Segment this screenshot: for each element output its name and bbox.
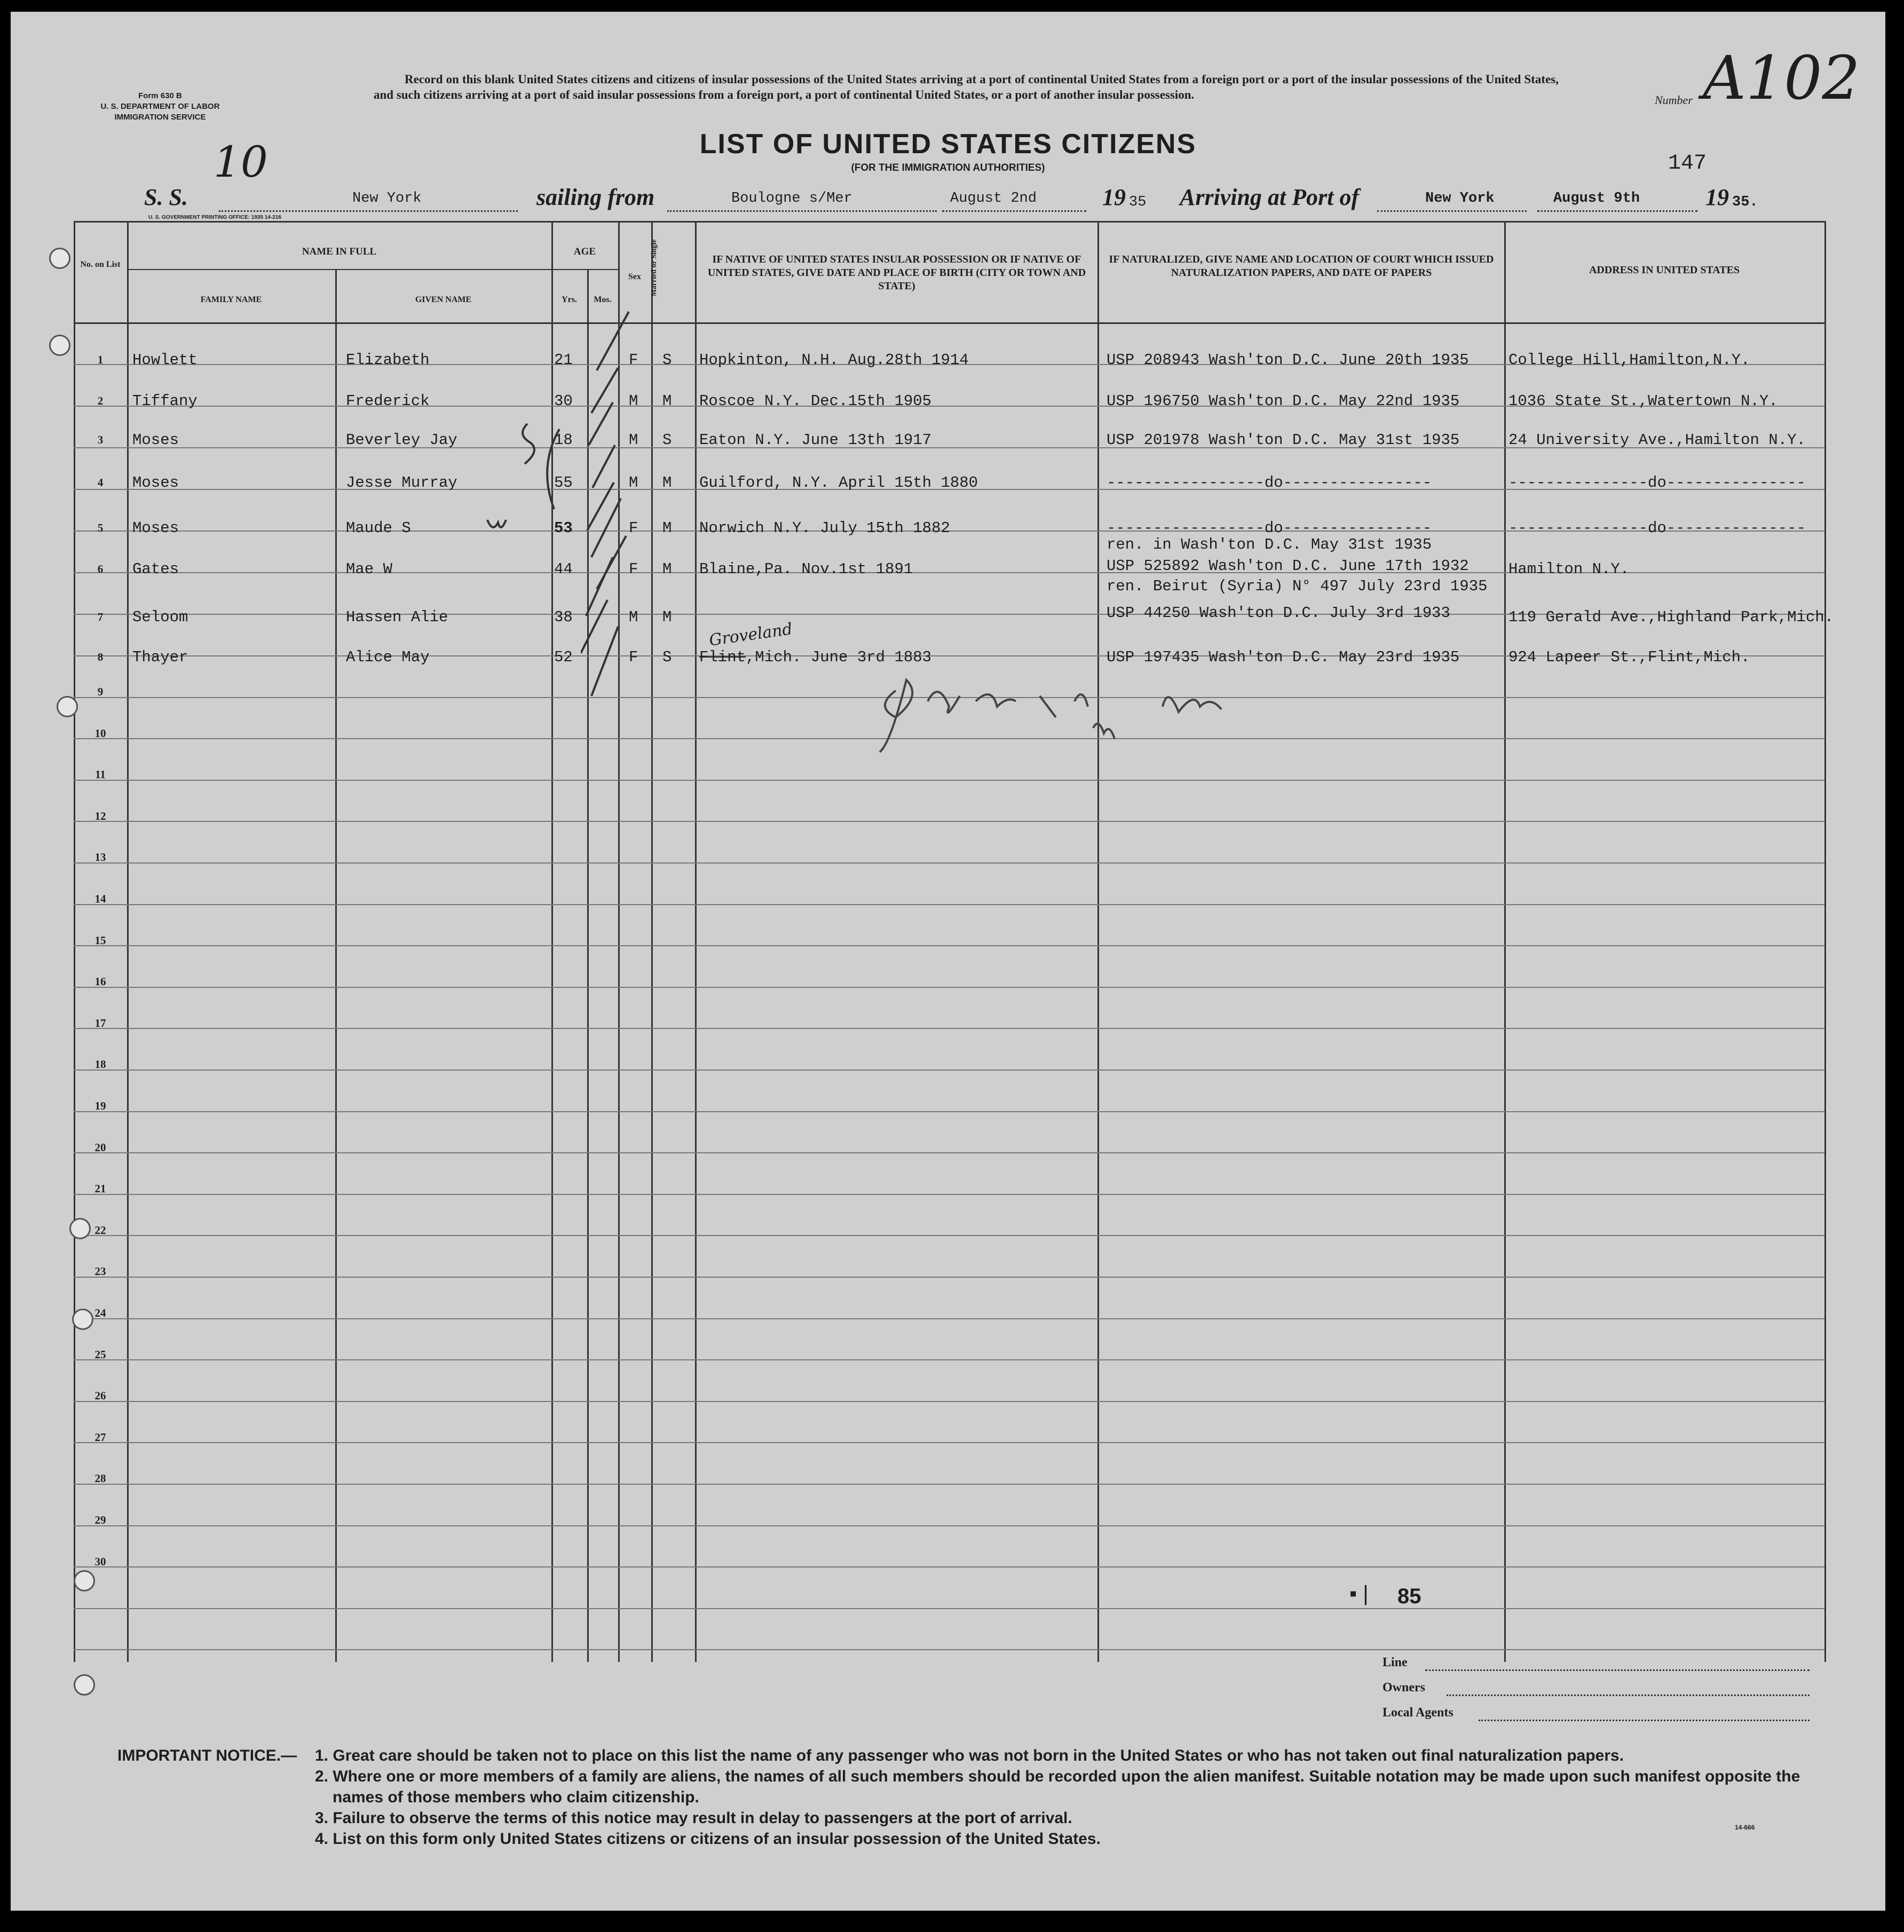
- notice-item: 3. Failure to observe the terms of this notice may result in delay to passengers at the port of arrival.: [315, 1809, 1072, 1827]
- marital-status: S: [662, 431, 672, 449]
- sex: M: [629, 431, 638, 449]
- family-name: Gates: [132, 560, 179, 578]
- binder-hole: [74, 1674, 95, 1696]
- age-years: 55: [554, 474, 573, 492]
- birth-info: Blaine,Pa. Nov.1st 1891: [699, 560, 913, 578]
- header-address: ADDRESS IN UNITED STATES: [1589, 264, 1740, 276]
- row-rule: [74, 1566, 1824, 1567]
- form-code: 14-666: [1735, 1824, 1755, 1831]
- header-mos: Mos.: [594, 295, 612, 304]
- ship-name: New York: [352, 191, 422, 207]
- family-name: Tiffany: [132, 392, 197, 410]
- binder-hole: [49, 248, 70, 269]
- marital-status: M: [662, 608, 672, 626]
- table-row: [74, 517, 1824, 537]
- marital-status: M: [662, 392, 672, 410]
- year-prefix: 19: [1102, 184, 1126, 210]
- birth-info: Roscoe N.Y. Dec.15th 1905: [699, 392, 932, 410]
- header-naturalized: IF NATURALIZED, GIVE NAME AND LOCATION OF COURT WHICH ISSUED NATURALIZATION PAPERS, AND DATE OF PAPERS: [1109, 254, 1494, 279]
- binder-hole: [74, 1570, 95, 1591]
- notice-heading: IMPORTANT NOTICE.—: [117, 1747, 297, 1764]
- table-row: [74, 472, 1824, 492]
- family-name: Seloom: [132, 608, 188, 626]
- from-date-fill-line: [942, 210, 1086, 212]
- number-label: Number: [1655, 93, 1693, 107]
- age-years: 21: [554, 351, 573, 369]
- row-rule: [74, 1111, 1824, 1112]
- year-to: 35.: [1732, 194, 1758, 210]
- row-rule: [74, 1152, 1824, 1153]
- header-sex: Sex: [628, 272, 641, 281]
- notice-items: [117, 1745, 1826, 1849]
- to-date-fill-line: [1537, 210, 1697, 212]
- us-address: College Hill,Hamilton,N.Y.: [1508, 351, 1750, 369]
- given-name: Frederick: [346, 392, 430, 410]
- naturalization-info: USP 525892 Wash'ton D.C. June 17th 1932: [1107, 557, 1469, 575]
- from-date: August 2nd: [950, 191, 1037, 207]
- us-address: 1036 State St.,Watertown N.Y.: [1508, 392, 1778, 410]
- to-port: New York: [1425, 191, 1495, 207]
- handwritten-number: A102: [1703, 44, 1860, 113]
- page-subtitle: (FOR THE IMMIGRATION AUTHORITIES): [851, 162, 1045, 173]
- header-family-name: FAMILY NAME: [200, 295, 262, 304]
- row-number: 3: [97, 433, 104, 446]
- row-rule: [74, 1318, 1824, 1319]
- row-rule: [74, 1028, 1824, 1029]
- marital-status: S: [662, 648, 672, 666]
- row-number: 14: [94, 892, 106, 905]
- header-birth: IF NATIVE OF UNITED STATES INSULAR POSSESSION OR IF NATIVE OF UNITED STATES, GIVE DATE AND PLACE OF BIRTH (CITY OR TOWN AND STATE): [707, 254, 1086, 292]
- naturalization-info: USP 44250 Wash'ton D.C. July 3rd 1933: [1107, 604, 1450, 622]
- from-port: Boulogne s/Mer: [731, 191, 852, 207]
- notice-item: 1. Great care should be taken not to place on this list the name of any passenger who was not born in the United States or who has not taken out final naturalization papers.: [315, 1747, 1624, 1764]
- family-name: Howlett: [132, 351, 197, 369]
- row-number: 9: [97, 685, 104, 698]
- page-number: 147: [1668, 152, 1707, 176]
- given-name: Mae W: [346, 560, 393, 578]
- struck-birthplace: Flint: [699, 648, 746, 666]
- row-number: 7: [97, 611, 104, 623]
- header-given-name: GIVEN NAME: [415, 295, 472, 304]
- age-years: 44: [554, 560, 573, 578]
- header-yrs: Yrs.: [562, 295, 577, 304]
- row-number: 25: [94, 1348, 106, 1361]
- row-rule: [74, 780, 1824, 781]
- form-number: Form 630 B: [138, 91, 182, 100]
- birth-info: Guilford, N.Y. April 15th 1880: [699, 474, 978, 492]
- naturalization-info: USP 196750 Wash'ton D.C. May 22nd 1935: [1107, 392, 1460, 410]
- given-name: Jesse Murray: [346, 474, 457, 492]
- row-number: 20: [94, 1141, 106, 1154]
- given-name: Alice May: [346, 648, 430, 666]
- table-row: [74, 429, 1824, 449]
- naturalization-info: -----------------do----------------: [1107, 474, 1432, 492]
- row-rule: [74, 1401, 1824, 1402]
- preamble-text: Record on this blank United States citizens and citizens of insular possessions of the United States arriving at a port of continental United States from a foreign port or a port of the insular possessions of the United States, and such citizens arriving at a port of said insular possessions from a foreign port, a port of continental United States, or a port of another insular possession.: [374, 73, 1559, 101]
- printing-office: U. S. GOVERNMENT PRINTING OFFICE: 1935 14-216: [148, 215, 281, 220]
- footer-agents-field: [1479, 1719, 1810, 1721]
- row-rule: [74, 1194, 1824, 1195]
- sex: F: [629, 351, 638, 369]
- arriving-label: Arriving at Port of: [1180, 184, 1360, 210]
- sex: M: [629, 392, 638, 410]
- birth-rest: ,Mich. June 3rd 1883: [746, 648, 932, 666]
- binder-hole: [57, 696, 78, 717]
- family-name: Thayer: [132, 648, 188, 666]
- sex: F: [629, 519, 638, 537]
- row-number: 5: [97, 521, 104, 534]
- birth-info: Hopkinton, N.H. Aug.28th 1914: [699, 351, 969, 369]
- sailing-label: sailing from: [536, 184, 655, 210]
- binder-hole: [72, 1309, 93, 1330]
- row-rule: [74, 1277, 1824, 1278]
- row-number: 16: [94, 975, 106, 988]
- row-number: 2: [97, 394, 104, 407]
- binder-hole: [49, 335, 70, 356]
- age-years: 38: [554, 608, 573, 626]
- us-address: 924 Lapeer St.,Flint,Mich.: [1508, 648, 1750, 666]
- footer-owners-field: [1447, 1693, 1810, 1696]
- naturalization-info: USP 208943 Wash'ton D.C. June 20th 1935: [1107, 351, 1469, 369]
- row-number: 10: [94, 727, 106, 740]
- birth-info: Eaton N.Y. June 13th 1917: [699, 431, 932, 449]
- notice-item: 4. List on this form only United States citizens or citizens of an insular possession of the United States.: [315, 1830, 1101, 1848]
- row-rule: [74, 904, 1824, 905]
- age-years: 52: [554, 648, 573, 666]
- notice-body: [117, 1745, 1826, 1849]
- renewal-note-row5: ren. in Wash'ton D.C. May 31st 1935: [1107, 536, 1432, 553]
- row-number: 26: [94, 1389, 106, 1402]
- birth-info: Norwich N.Y. July 15th 1882: [699, 519, 950, 537]
- row-rule: [74, 821, 1824, 822]
- service: IMMIGRATION SERVICE: [114, 113, 206, 122]
- row-number: 4: [97, 476, 104, 489]
- row-number: 21: [94, 1182, 106, 1195]
- row-number: 13: [94, 851, 106, 864]
- given-name: Hassen Alie: [346, 608, 448, 626]
- manifest-sheet: [11, 12, 1885, 1911]
- row-number: 24: [94, 1307, 106, 1319]
- us-address: ---------------do---------------: [1508, 474, 1806, 492]
- family-name: Moses: [132, 519, 179, 537]
- footer-owners-label: Owners: [1382, 1681, 1425, 1695]
- handwritten-birthplace-correction: Groveland: [708, 620, 794, 650]
- important-notice: [117, 1745, 1826, 1849]
- given-name: Maude S: [346, 519, 411, 537]
- row-number: 27: [94, 1431, 106, 1444]
- footer-agents-label: Local Agents: [1382, 1706, 1453, 1720]
- row-number: 18: [94, 1058, 106, 1071]
- footer-line-field: [1425, 1668, 1810, 1671]
- sex: F: [629, 648, 638, 666]
- sex: M: [629, 608, 638, 626]
- us-address: 24 University Ave.,Hamilton N.Y.: [1508, 431, 1806, 449]
- year-from: 35: [1129, 194, 1147, 210]
- family-name: Moses: [132, 474, 179, 492]
- row-rule: [74, 1608, 1824, 1609]
- marital-status: M: [662, 560, 672, 578]
- footer-line-label: Line: [1382, 1656, 1408, 1669]
- naturalization-info: USP 201978 Wash'ton D.C. May 31st 1935: [1107, 431, 1460, 449]
- row-rule: [74, 1442, 1824, 1443]
- row-rule: [74, 1525, 1824, 1526]
- row-number: 1: [97, 353, 104, 366]
- row-rule: [74, 1070, 1824, 1071]
- table-row: [74, 604, 1834, 627]
- handwritten-top-left: 10: [214, 137, 268, 187]
- naturalization-info: -----------------do----------------: [1107, 519, 1432, 537]
- inspector-signature: [864, 659, 1269, 755]
- row-rule: [74, 1235, 1824, 1236]
- row-number: 8: [97, 651, 104, 663]
- form-identifier: [99, 91, 222, 123]
- notice-item: 2. Where one or more members of a family are aliens, the names of all such members should be recorded upon the alien manifest. Suitable notation may be made upon such manifest opposite the names of those members who claim citizenship.: [315, 1768, 1800, 1806]
- from-port-fill-line: [667, 210, 937, 212]
- row-number: 30: [94, 1555, 106, 1568]
- row-number: 19: [94, 1099, 106, 1112]
- col-line-10: [1824, 221, 1826, 1662]
- us-address: 119 Gerald Ave.,Highland Park,Mich.: [1508, 608, 1834, 626]
- row-rule: [74, 1359, 1824, 1360]
- family-name: Moses: [132, 431, 179, 449]
- us-address: ---------------do---------------: [1508, 519, 1806, 537]
- department: U. S. DEPARTMENT OF LABOR: [100, 102, 220, 111]
- year-to-prefix: 19: [1705, 184, 1729, 210]
- table-top-rule: [74, 221, 1824, 223]
- sex: F: [629, 560, 638, 578]
- given-name: Beverley Jay: [346, 431, 457, 449]
- ship-fill-line: [219, 210, 518, 212]
- header-name-in-full: NAME IN FULL: [302, 246, 377, 257]
- age-years: 53: [554, 519, 573, 537]
- row-rule: [74, 862, 1824, 864]
- row-number: 12: [94, 810, 106, 822]
- to-port-fill-line: [1377, 210, 1527, 212]
- row-rule: [74, 987, 1824, 988]
- row-rule: [74, 1484, 1824, 1485]
- marital-status: M: [662, 474, 672, 492]
- binder-hole: [69, 1218, 91, 1239]
- us-address: Hamilton N.Y.: [1508, 560, 1630, 578]
- row-number: 28: [94, 1472, 106, 1485]
- row-number: 11: [95, 768, 106, 781]
- header-no: No. on List: [80, 260, 121, 269]
- handwritten-notes: [479, 418, 607, 552]
- name-age-subrule: [127, 269, 618, 270]
- header-married-single: Married or Single: [650, 239, 658, 297]
- header-age: AGE: [573, 246, 596, 257]
- row-rule: [74, 1649, 1824, 1650]
- row-number: 22: [94, 1224, 106, 1237]
- row-number: 23: [94, 1265, 106, 1278]
- sex: M: [629, 474, 638, 492]
- age-years: 30: [554, 392, 573, 410]
- row-number: 17: [94, 1017, 106, 1030]
- renewal-note-row6: ren. Beirut (Syria) N° 497 July 23rd 1935: [1107, 577, 1488, 595]
- marital-status: S: [662, 351, 672, 369]
- ss-label: S. S.: [144, 184, 188, 210]
- page-title: LIST OF UNITED STATES CITIZENS: [699, 129, 1197, 160]
- row-rule: [74, 945, 1824, 946]
- naturalization-info: USP 197435 Wash'ton D.C. May 23rd 1935: [1107, 648, 1460, 666]
- to-date: August 9th: [1553, 191, 1640, 207]
- table-row: [74, 558, 1824, 579]
- table-row: [74, 349, 1824, 369]
- row-number: 6: [97, 563, 104, 575]
- row-number: 29: [94, 1514, 106, 1526]
- table-row: [74, 390, 1824, 410]
- age-years: 18: [554, 431, 573, 449]
- passenger-table: [74, 215, 1834, 1662]
- tally-number: 85: [1397, 1585, 1421, 1608]
- marital-status: M: [662, 519, 672, 537]
- given-name: Elizabeth: [346, 351, 430, 369]
- tally-mark: ▪ |: [1349, 1582, 1369, 1605]
- row-number: 15: [94, 934, 106, 947]
